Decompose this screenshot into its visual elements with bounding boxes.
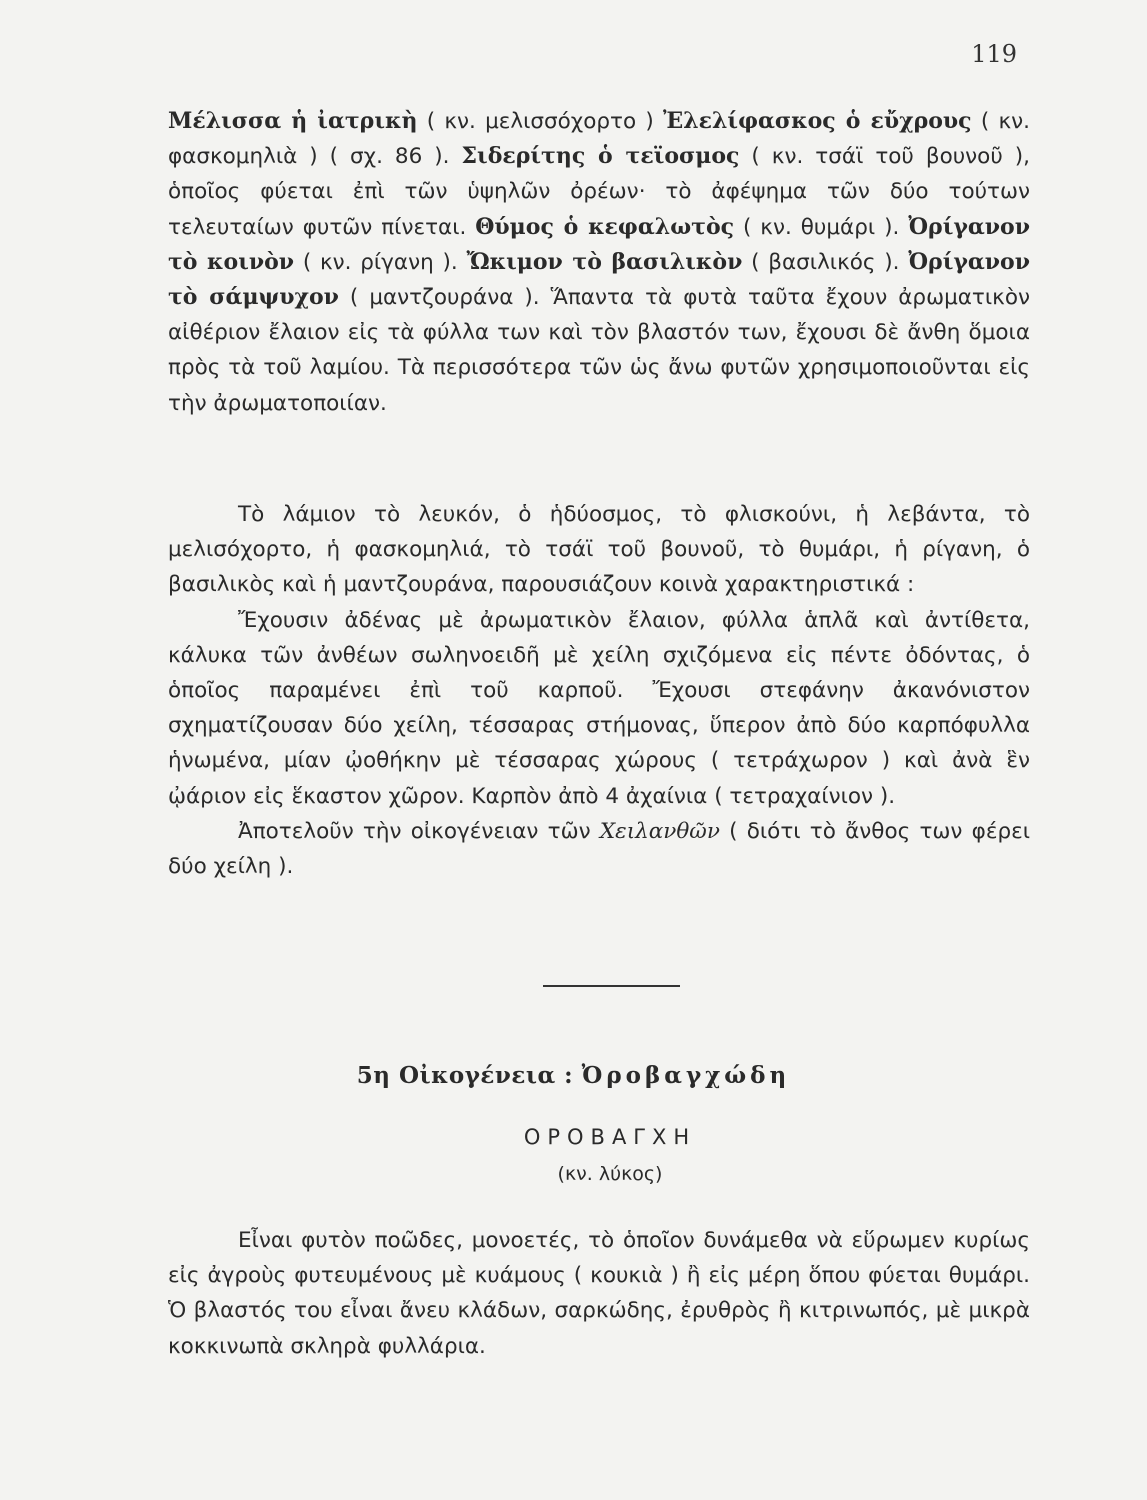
plant-name: Ὀρίγανον τὸ σάμψυχον xyxy=(168,248,1030,311)
characteristics-description: Ἔχουσιν ἀδένας μὲ ἀρωματικὸν ἔλαιον, φύλλα ἁπλᾶ καὶ ἀντίθετα, κάλυκα τῶν ἀνθέων σωληνοειδῆ μὲ χείλη σχιζόμενα εἰς πέντε ὀδόντας, ὁ ὁποῖος παραμένει ἐπὶ τοῦ καρποῦ. Ἔχουσι στεφάνην ἀκανόνιστον σχηματίζουσαν δύο χείλη, τέσσαρας στήμονας, ὕπερον ἀπὸ δύο καρπόφυλλα ἡνωμένα, μίαν ᾠοθήκην μὲ τέσσαρας χώρους ( τετράχωρον ) καὶ ἀνὰ ἓν ᾠάριον εἰς ἕκαστον χῶρον. Καρπὸν ἀπὸ 4 ἀχαίνια ( τετραχαίνιον ). xyxy=(168,607,1030,809)
family-heading xyxy=(0,1062,1147,1089)
plant-name: Μέλισσα ἡ ἰατρικὴ xyxy=(168,108,418,134)
paragraph-text: ( κν. φασκομηλιὰ ) ( σχ. 86 ). xyxy=(168,109,1030,170)
plant-name: Θύμος ὁ κεφαλωτὸς xyxy=(475,213,735,240)
family-heading-name: Ὀροβαγχώδη xyxy=(581,1062,791,1089)
paragraph-text: ( βασιλικός ). xyxy=(742,249,909,275)
paragraph-text: ( κν. τσάϊ τοῦ βουνοῦ ), ὁποῖος φύεται ἐπὶ τῶν ὑψηλῶν ὀρέων· τὸ ἀφέψημα τῶν δύο τούτων τελευταίων φυτῶν πίνεται. xyxy=(168,144,1030,240)
family-heading-prefix: 5η Οἰκογένεια : xyxy=(356,1062,582,1089)
paragraph-text: Ἀποτελοῦν τὴν οἰκογένειαν τῶν xyxy=(238,818,600,844)
plant-description xyxy=(168,1223,1030,1364)
plant-common-name: (κν. λύκος) xyxy=(557,1163,663,1185)
intro-paragraph xyxy=(168,104,1030,421)
plant-name: Ὀρίγανον τὸ κοινὸν xyxy=(168,213,1030,275)
page-number: 119 xyxy=(971,40,1017,68)
paragraph-text: ( διότι τὸ ἄνθος των φέρει δύο χείλη ). xyxy=(168,818,1030,880)
family-name-italic: Χειλανθῶν xyxy=(599,818,720,844)
plant-description-text: Εἶναι φυτὸν ποῶδες, μονοετές, τὸ ὁποῖον δυνάμεθα νὰ εὕρωμεν κυρίως εἰς ἀγροὺς φυτευμένους μὲ κυάμους ( κουκιὰ ) ἢ εἰς μέρη ὅπου φύεται θυμάρι. Ὁ βλαστός του εἶναι ἄνευ κλάδων, σαρκώδης, ἐρυθρὸς ἢ κιτρινωπός, μὲ μικρὰ κοκκινωπὰ σκληρὰ φυλλάρια. xyxy=(168,1228,1030,1359)
plant-name: Ἐλελίφασκος ὁ εὔχρους xyxy=(663,108,972,134)
paragraph-text: ( κν. μελισσόχορτο ) xyxy=(417,109,664,134)
characteristics-section xyxy=(168,497,1030,884)
plant-name: Ὤκιμον τὸ βασιλικὸν xyxy=(466,248,743,275)
paragraph-text: ( κν. ρίγανη ). xyxy=(294,249,467,275)
plant-name: Σιδερίτης ὁ τεϊοσμος xyxy=(461,143,740,170)
paragraph-text: ( κν. θυμάρι ). xyxy=(734,214,909,240)
section-divider xyxy=(543,985,680,987)
family-conclusion xyxy=(168,814,1030,884)
plant-title: ΟΡΟΒΑΓΧΗ xyxy=(523,1125,697,1149)
characteristics-intro: Τὸ λάμιον τὸ λευκόν, ὁ ἡδύοσμος, τὸ φλισκούνι, ἡ λεβάντα, τὸ μελισόχορτο, ἡ φασκομηλιά, τὸ τσάϊ τοῦ βουνοῦ, τὸ θυμάρι, ἡ ρίγανη, ὁ βασιλικὸς καὶ ἡ μαντζουράνα, παρουσιάζουν κοινὰ χαρακτηριστικά : xyxy=(168,502,1030,598)
paragraph-text: ( μαντζουράνα ). Ἅπαντα τὰ φυτὰ ταῦτα ἔχουν ἀρωματικὸν αἰθέριον ἔλαιον εἰς τὰ φύλλα των καὶ τὸν βλαστόν των, ἔχουσι δὲ ἄνθη ὅμοια πρὸς τὰ τοῦ λαμίου. Τὰ περισσότερα τῶν ὡς ἄνω φυτῶν χρησιμοποιοῦνται εἰς τὴν ἀρωματοποιίαν. xyxy=(168,285,1030,416)
